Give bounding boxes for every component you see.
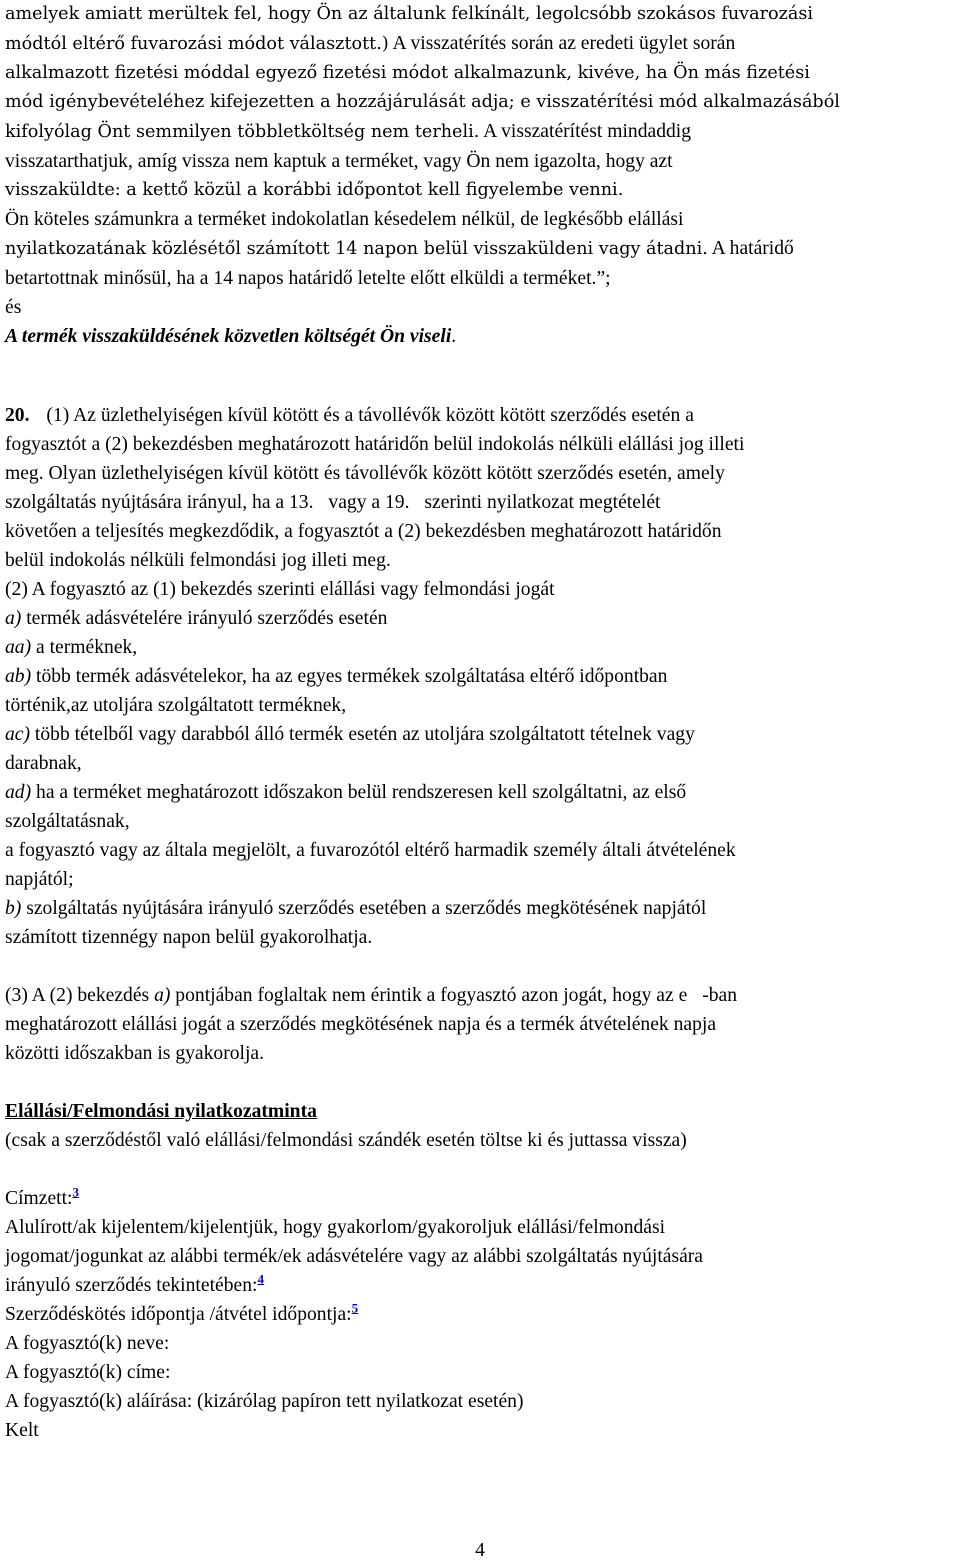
text-line bbox=[5, 575, 955, 604]
text-span: közötti időszakban is gyakorolja. bbox=[5, 1043, 265, 1064]
page-number: 4 bbox=[475, 1540, 485, 1561]
spacer bbox=[5, 1155, 955, 1184]
spacer bbox=[5, 1068, 955, 1097]
text-span: amelyek amiatt merültek fel, hogy Ön az általunk felkínált, legolcsóbb szokásos fuvarozási bbox=[5, 4, 814, 24]
text-line bbox=[5, 0, 955, 29]
consumer-signature-label: A fogyasztó(k) aláírása: (kizárólag papíron tett nyilatkozat esetén) bbox=[5, 1391, 524, 1412]
refund-continuation bbox=[5, 0, 955, 351]
text-span: szerinti nyilatkozat megtételét bbox=[419, 492, 661, 513]
text-line bbox=[5, 517, 955, 546]
contract-date-label: Szerződéskötés időpontja /átvétel időpontja: bbox=[5, 1304, 352, 1325]
item-label: a) bbox=[5, 608, 22, 629]
text-line bbox=[5, 1010, 955, 1039]
text-span: betartottnak minősül, ha a 14 napos határidő letelte előtt elküldi a terméket.”; bbox=[5, 268, 611, 289]
text-line bbox=[5, 322, 955, 351]
text-span: napjától; bbox=[5, 869, 74, 890]
text-span: . bbox=[451, 326, 457, 347]
text-span: -ban bbox=[702, 985, 738, 1006]
text-span: történik,az utoljára szolgáltatott terméknek, bbox=[5, 695, 347, 716]
text-line bbox=[5, 749, 955, 778]
text-span: vagy a 19. bbox=[323, 492, 410, 513]
spacer bbox=[5, 952, 955, 981]
footnote-link[interactable]: 5 bbox=[351, 1300, 359, 1316]
text-span: szolgáltatás nyújtására irányul, ha a 13. bbox=[5, 492, 314, 513]
text-line bbox=[5, 176, 955, 205]
text-span: kifolyólag Önt semmilyen többletköltség nem terheli. bbox=[5, 122, 480, 142]
text-span: a fogyasztó vagy az általa megjelölt, a fuvarozótól eltérő harmadik személy általi átvételének bbox=[5, 840, 736, 861]
text-span: szolgáltatásnak, bbox=[5, 811, 130, 832]
text-span: termék adásvételére irányuló szerződés esetén bbox=[21, 608, 388, 629]
text-span: A visszatérítés során az eredeti ügylet során bbox=[388, 33, 736, 54]
text-span: követően a teljesítés megkezdődik, a fogyasztót a (2) bekezdésben meghatározott határidőn bbox=[5, 521, 722, 542]
consumer-address-label: A fogyasztó(k) címe: bbox=[5, 1362, 171, 1383]
text-line bbox=[5, 29, 955, 59]
list-item bbox=[5, 720, 955, 749]
item-label: aa) bbox=[5, 637, 32, 658]
item-label: b) bbox=[5, 898, 22, 919]
text-line bbox=[5, 836, 955, 865]
text-line bbox=[5, 1271, 955, 1300]
recipient-label: Címzett: bbox=[5, 1188, 73, 1209]
withdrawal-form-template bbox=[5, 1097, 955, 1445]
text-span: módtól eltérő fuvarozási módot választott.) bbox=[5, 34, 389, 54]
list-item bbox=[5, 604, 955, 633]
text-span: meg. Olyan üzlethelyiségen kívül kötött és távollévők között kötött szerződés esetén, amely bbox=[5, 463, 725, 484]
text-line bbox=[5, 1213, 955, 1242]
text-span: (2) A fogyasztó az (1) bekezdés szerinti elállási vagy felmondási jogát bbox=[5, 579, 555, 600]
text-line bbox=[5, 234, 955, 264]
text-span: A határidő bbox=[707, 238, 794, 259]
text-line bbox=[5, 546, 955, 575]
text-span: darabnak, bbox=[5, 753, 82, 774]
text-line bbox=[5, 981, 955, 1010]
text-span: a terméknek, bbox=[31, 637, 138, 658]
item-label: a) bbox=[154, 985, 171, 1006]
text-span: pontjában foglaltak nem érintik a fogyasztó azon jogát, hogy az e bbox=[170, 985, 693, 1006]
list-item bbox=[5, 633, 955, 662]
text-span: (1) Az üzlethelyiségen kívül kötött és a távollévők között kötött szerződés esetén a bbox=[46, 405, 694, 426]
item-label: ac) bbox=[5, 724, 31, 745]
text-line bbox=[5, 459, 955, 488]
text-line bbox=[5, 1242, 955, 1271]
item-label: ad) bbox=[5, 782, 32, 803]
list-item bbox=[5, 662, 955, 691]
text-span: számított tizennégy napon belül gyakorolhatja. bbox=[5, 927, 373, 948]
text-span: fogyasztót a (2) bekezdésben meghatározott határidőn belül indokolás nélküli elállási jog illeti bbox=[5, 434, 745, 455]
text-span: szolgáltatás nyújtására irányuló szerződés esetében a szerződés megkötésének napjától bbox=[21, 898, 707, 919]
text-line bbox=[5, 1300, 955, 1329]
consumer-name-label: A fogyasztó(k) neve: bbox=[5, 1333, 170, 1354]
text-line bbox=[5, 923, 955, 952]
text-line bbox=[5, 293, 955, 322]
document-page bbox=[5, 0, 955, 1445]
text-span: visszatarthatjuk, amíg vissza nem kaptuk a terméket, vagy Ön nem igazolta, hogy azt bbox=[5, 151, 673, 172]
footnote-link[interactable]: 3 bbox=[72, 1184, 79, 1200]
text-span: nyilatkozatának közlésétől számított 14 napon belül visszaküldeni vagy átadni. bbox=[5, 239, 708, 259]
text-line bbox=[5, 1039, 955, 1068]
text-span: irányuló szerződés tekintetében: bbox=[5, 1275, 258, 1296]
text-span: Alulírott/ak kijelentem/kijelentjük, hogy gyakorlom/gyakoroljuk elállási/felmondási bbox=[5, 1217, 666, 1238]
text-span: visszaküldte: a kettő közül a korábbi időpontot kell figyelembe venni. bbox=[5, 180, 624, 200]
section-number: 20. bbox=[5, 405, 30, 426]
text-span: (3) A (2) bekezdés bbox=[5, 985, 155, 1006]
list-item bbox=[5, 894, 955, 923]
text-span: alkalmazott fizetési móddal egyező fizetési módot alkalmazunk, kivéve, ha Ön más fizetési bbox=[5, 63, 810, 83]
text-span: mód igénybevételéhez kifejezetten a hozzájárulását adja; e visszatérítési mód alkalmazásából bbox=[5, 92, 840, 112]
form-subheading: (csak a szerződéstől való elállási/felmondási szándék esetén töltse ki és juttassa vissza) bbox=[5, 1130, 687, 1151]
spacer bbox=[5, 351, 955, 401]
text-line bbox=[5, 691, 955, 720]
text-line bbox=[5, 88, 955, 117]
text-line bbox=[5, 1184, 955, 1213]
text-line bbox=[5, 488, 955, 517]
text-line bbox=[5, 430, 955, 459]
text-line bbox=[5, 147, 955, 176]
text-span: jogomat/jogunkat az alábbi termék/ek adásvételére vagy az alábbi szolgáltatás nyújtására bbox=[5, 1246, 704, 1267]
footnote-link[interactable]: 4 bbox=[257, 1271, 264, 1287]
text-span: belül indokolás nélküli felmondási jog illeti meg. bbox=[5, 550, 391, 571]
text-span: több tételből vagy darabból álló termék esetén az utoljára szolgáltatott tételnek vagy bbox=[30, 724, 695, 745]
text-line bbox=[5, 205, 955, 234]
text-span: A visszatérítést mindaddig bbox=[479, 121, 692, 142]
form-heading: Elállási/Felmondási nyilatkozatminta bbox=[5, 1101, 317, 1122]
text-span: és bbox=[5, 297, 22, 318]
list-item bbox=[5, 778, 955, 807]
date-label: Kelt bbox=[5, 1420, 39, 1441]
item-label: ab) bbox=[5, 666, 32, 687]
text-line bbox=[5, 865, 955, 894]
text-line bbox=[5, 807, 955, 836]
text-line bbox=[5, 401, 955, 430]
text-span: meghatározott elállási jogát a szerződés megkötésének napja és a termék átvételének napja bbox=[5, 1014, 717, 1035]
text-span: több termék adásvételekor, ha az egyes termékek szolgáltatása eltérő időpontban bbox=[31, 666, 668, 687]
section-20 bbox=[5, 401, 955, 1068]
text-line bbox=[5, 117, 955, 147]
text-span: Ön köteles számunkra a terméket indokolatlan késedelem nélkül, de legkésőbb elállási bbox=[5, 209, 684, 230]
text-span: ha a terméket meghatározott időszakon belül rendszeresen kell szolgáltatni, az első bbox=[31, 782, 687, 803]
emphasis-text: A termék visszaküldésének közvetlen költségét Ön viseli bbox=[5, 326, 452, 347]
text-line bbox=[5, 264, 955, 293]
text-line bbox=[5, 59, 955, 88]
